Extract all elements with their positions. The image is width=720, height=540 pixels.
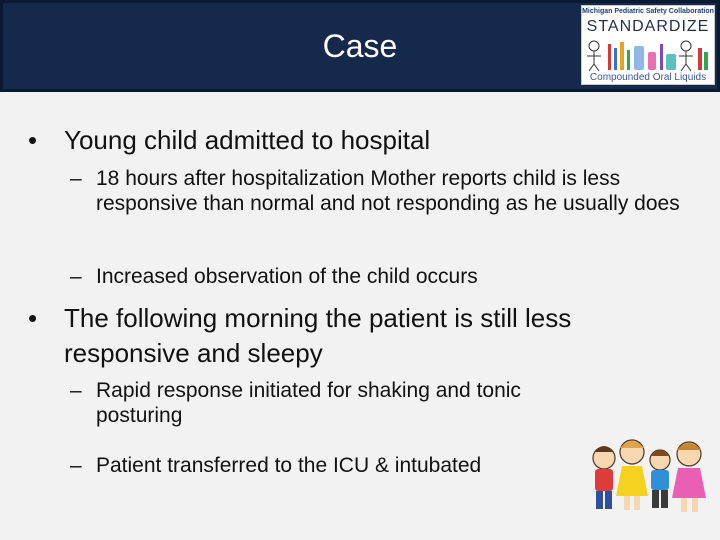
sub-dash: – bbox=[70, 454, 82, 477]
bullet-dot: • bbox=[28, 303, 38, 333]
logo-tagline-text: Compounded Oral Liquids bbox=[589, 72, 707, 83]
bullet-dot: • bbox=[28, 125, 38, 155]
sub-bullet-2-1 bbox=[70, 378, 566, 428]
logo-org-text: Michigan Pediatric Safety Collaboration bbox=[582, 8, 714, 15]
sub-bullet-1-1-text: 18 hours after hospitalization Mother reports child is less responsive than normal and not responding as he usually does bbox=[96, 167, 680, 215]
sub-bullet-1-1 bbox=[70, 166, 681, 216]
bullet-1 bbox=[28, 123, 664, 158]
sub-bullet-2-2 bbox=[70, 453, 596, 478]
bullet-2 bbox=[28, 301, 674, 371]
sub-bullet-2-2-text: Patient transferred to the ICU & intubated bbox=[96, 454, 482, 477]
sub-bullet-1-2 bbox=[70, 264, 681, 289]
sub-bullet-1-2-text: Increased observation of the child occurs bbox=[96, 265, 478, 288]
slide-title: Case bbox=[322, 28, 398, 64]
logo-name-text: STANDARDIZE bbox=[586, 18, 710, 35]
bullet-1-text: Young child admitted to hospital bbox=[64, 125, 431, 155]
sub-dash: – bbox=[70, 265, 82, 288]
bullet-2-text: The following morning the patient is still less responsive and sleepy bbox=[64, 303, 572, 368]
sub-bullet-2-1-text: Rapid response initiated for shaking and tonic posturing bbox=[96, 379, 521, 427]
children-illustration-icon bbox=[588, 432, 716, 516]
sub-dash: – bbox=[70, 379, 82, 402]
sub-dash: – bbox=[70, 167, 82, 190]
